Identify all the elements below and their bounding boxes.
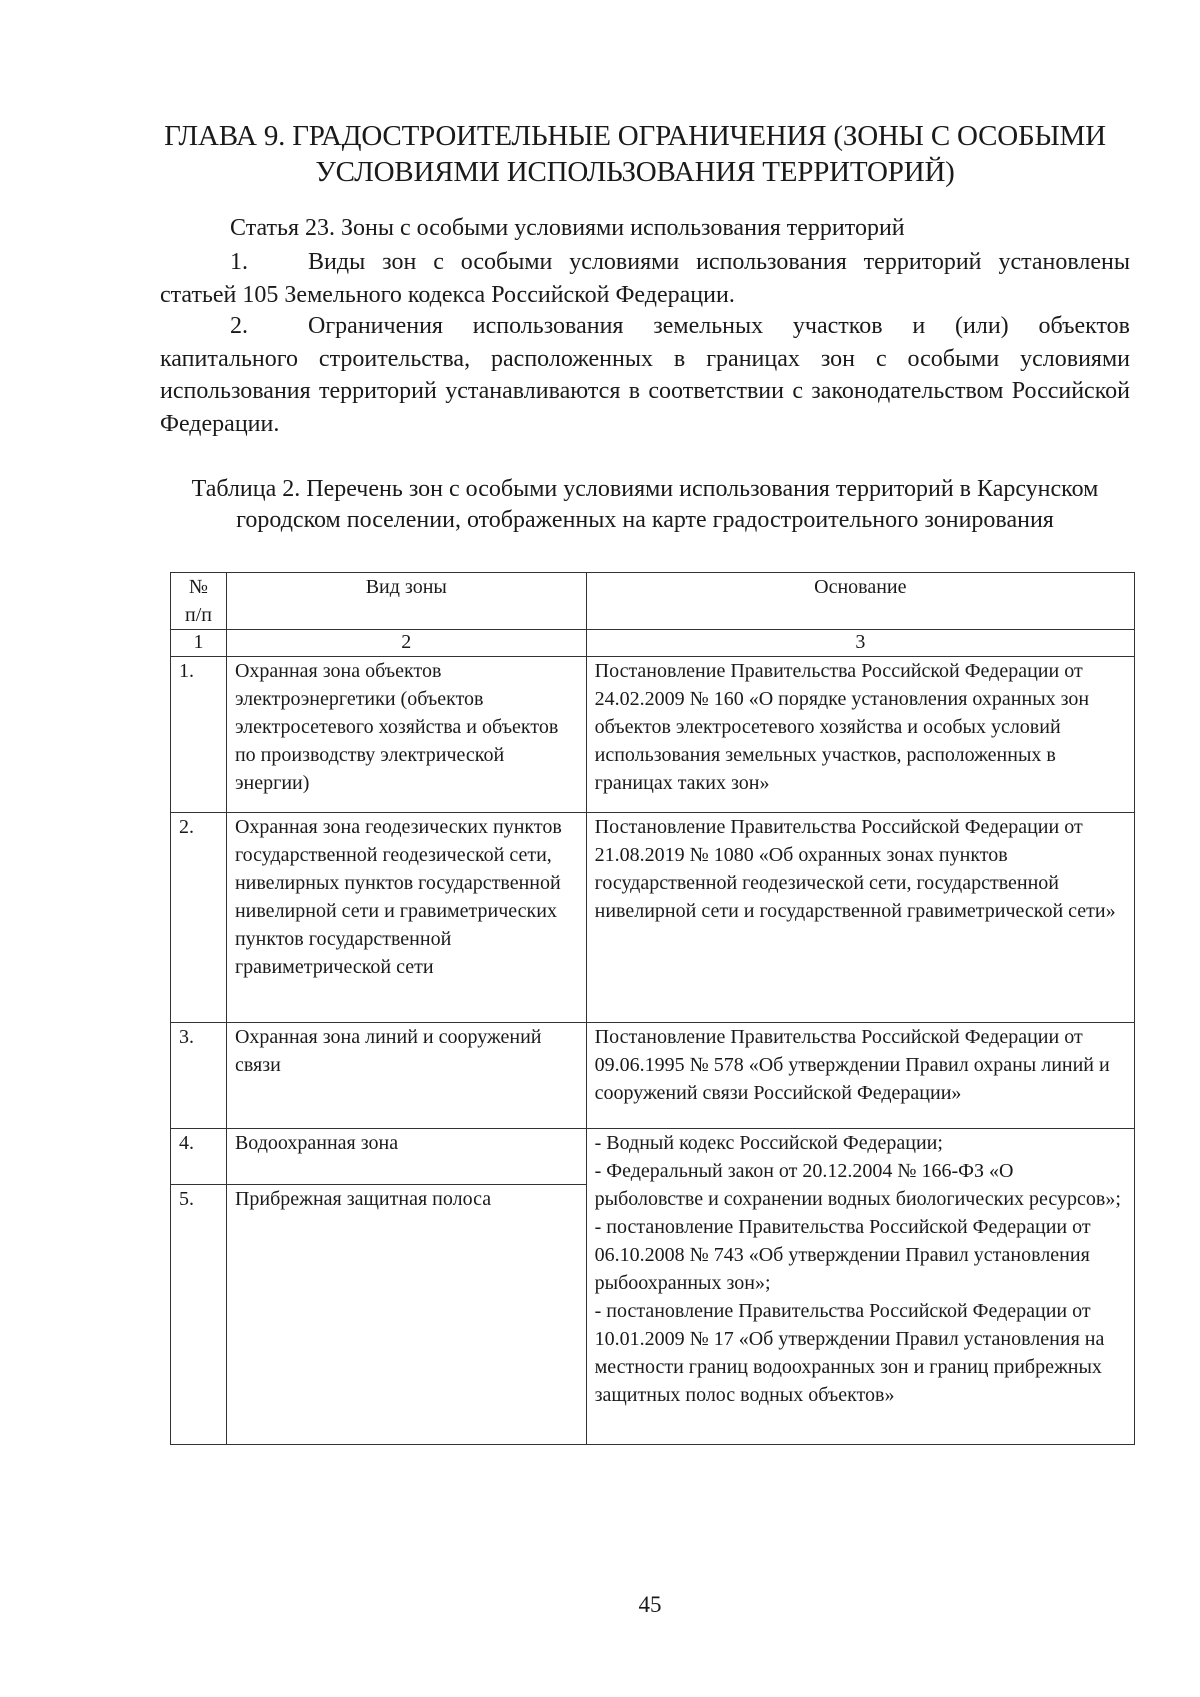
row-number: 5. <box>171 1185 227 1445</box>
table-header-row <box>171 573 1135 630</box>
table-column-number-row <box>171 630 1135 657</box>
row-basis-shared <box>586 1129 1134 1445</box>
header-zone-type: Вид зоны <box>226 573 586 630</box>
table-row <box>171 1023 1135 1129</box>
article-item-number: 1. <box>230 249 248 275</box>
row-basis: Постановление Правительства Российской Федерации от 09.06.1995 № 578 «Об утверждении Правил охраны линий и сооружений связи Российской Федерации» <box>586 1023 1134 1129</box>
basis-item: - Водный кодекс Российской Федерации; <box>594 1132 943 1154</box>
row-basis: Постановление Правительства Российской Федерации от 24.02.2009 № 160 «О порядке установления охранных зон объектов электросетевого хозяйства и особых условий использования земельных участков, расположенных в границах таких зон» <box>586 657 1134 813</box>
article-item-2 <box>160 310 1130 440</box>
row-zone-type: Охранная зона линий и сооружений связи <box>226 1023 586 1129</box>
row-zone-type: Водоохранная зона <box>226 1129 586 1185</box>
article-heading: Статья 23. Зоны с особыми условиями использования территорий <box>230 215 905 241</box>
row-number: 3. <box>171 1023 227 1129</box>
article-item-number: 2. <box>230 313 248 339</box>
column-number: 1 <box>171 630 227 657</box>
chapter-title-line-2: УСЛОВИЯМИ ИСПОЛЬЗОВАНИЯ ТЕРРИТОРИЙ) <box>315 156 955 188</box>
row-zone-type: Охранная зона объектов электроэнергетики (объектов электросетевого хозяйства и объектов по производству электрической энергии) <box>226 657 586 813</box>
column-number: 2 <box>226 630 586 657</box>
row-number: 1. <box>171 657 227 813</box>
table-row <box>171 813 1135 1023</box>
table-row <box>171 657 1135 813</box>
basis-item: - постановление Правительства Российской Федерации от 10.01.2009 № 17 «Об утверждении Правил установления на местности границ водоохранных зон и границ прибрежных защитных полос водных объектов» <box>594 1300 1105 1406</box>
chapter-title <box>160 118 1110 190</box>
header-basis: Основание <box>586 573 1134 630</box>
header-number: № п/п <box>171 573 227 630</box>
row-number: 4. <box>171 1129 227 1185</box>
row-basis: Постановление Правительства Российской Федерации от 21.08.2019 № 1080 «Об охранных зонах пунктов государственной геодезической сети, государственной нивелирной сети и государственной гравиметрической сети» <box>586 813 1134 1023</box>
basis-item: - Федеральный закон от 20.12.2004 № 166-ФЗ «О рыболовстве и сохранении водных биологических ресурсов»; <box>594 1160 1121 1210</box>
article-item-text: Виды зон с особыми условиями использования территорий установлены статьей 105 Земельного кодекса Российской Федерации. <box>160 249 1130 308</box>
table-caption: Таблица 2. Перечень зон с особыми условиями использования территорий в Карсунском городском поселении, отображенных на карте градостроительного зонирования <box>191 476 1099 533</box>
page-number: 45 <box>638 1592 662 1617</box>
row-number: 2. <box>171 813 227 1023</box>
row-zone-type: Охранная зона геодезических пунктов государственной геодезической сети, нивелирных пунктов государственной нивелирной сети и гравиметрических пунктов государственной гравиметрической сети <box>226 813 586 1023</box>
table-row <box>171 1129 1135 1185</box>
basis-item: - постановление Правительства Российской Федерации от 06.10.2008 № 743 «Об утверждении Правил установления рыбоохранных зон»; <box>594 1216 1091 1294</box>
chapter-title-line-1: ГЛАВА 9. ГРАДОСТРОИТЕЛЬНЫЕ ОГРАНИЧЕНИЯ (ЗОНЫ С ОСОБЫМИ <box>164 120 1106 152</box>
zones-table <box>170 572 1135 1445</box>
column-number: 3 <box>586 630 1134 657</box>
article-item-text: Ограничения использования земельных участков и (или) объектов капитального строительства, расположенных в границах зон с особыми условиями использования территорий устанавливаются в соответствии с законодательством Российской Федерации. <box>160 313 1130 437</box>
row-zone-type: Прибрежная защитная полоса <box>226 1185 586 1445</box>
article-item-1 <box>160 246 1130 311</box>
